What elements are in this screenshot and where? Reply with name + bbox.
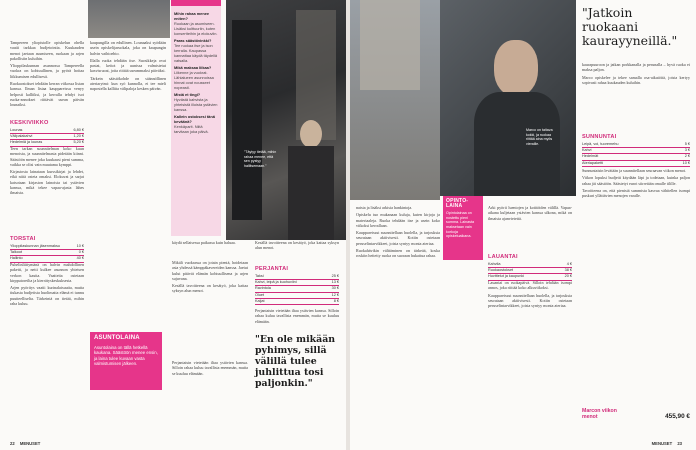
box-title: SUNNUNTAI [582,134,617,140]
expense-row: Hedelmiä ja lounas 5,20 € [10,140,84,146]
sidebar-answer: Liikenne ja vuokrat. Lähialueen asunnoissa hinnat ovat nousseet nopeasti. [174,70,214,90]
page-footer [10,441,40,446]
photo-shape [296,10,336,140]
left-column-4b [255,308,339,332]
expense-row: Taksi 25 € [255,274,339,280]
box-title: OPINTO-LAINA [446,198,469,209]
keskiviikko-box [10,120,84,147]
pull-quote: "Jatkoin ruokaani kaurayyneillä." [582,5,678,48]
paragraph: Tavoitteena on, että pienistä summista kasvaa vähitellen isompi puskuri yllättävien menojen varalle. [582,187,690,199]
photo-caption: Marco on taitava kokki, ja ruokaa riittää aina myös vieraille. [526,128,553,146]
magazine-name: MENUSET [19,441,41,446]
sidebar-question: Mistä et tingi? [174,92,201,97]
paragraph: kaupungilla on edullinen. Lounaaksi syödään usein opiskelijaruokala, joka on kaupungin halvin vaihtoehto. [90,40,166,56]
paragraph: Illalla ruoka tehdään itse. Suosikkeja ovat pastat, keitot ja uunissa valmistetut kasvisruoat, joita riittää useammaksi päiväksi. [90,57,166,74]
photo-shape [232,20,262,220]
sidebar-answer: Kenkäparit. Niitä tarvitaan joka päivä. [174,124,209,134]
paragraph: Perjantaisin vietetään iltaa ystävien kanssa. Silloin rahaa kuluu tavallista enemmän, mutta se kuuluu elämään. [255,308,339,324]
paragraph: Marco opiskelee ja tekee samalla osa-aikatöitä, joista kertyy sopivasti rahaa kuukauden kuluihin. [582,74,690,85]
viikon-menot-total [582,408,690,420]
torstai-box [10,236,84,263]
expense-row: Kahvi, leipä ja kuohuviini 13 € [255,280,339,286]
box-title: ASUNTOLAINA [94,335,140,341]
asuntolaina-box [90,332,162,390]
expense-row: Oluet 12 € [255,293,339,299]
expense-row: Leipä, voi, tuoremehu 5 € [582,142,690,148]
left-column-3c [172,360,248,435]
expense-row: Hedelmät 2 € [582,154,690,160]
paragraph: Perjantaisin vietetään iltaa ystävien kanssa. Silloin rahaa kuluu tavallista enemmän, mutta se kuuluu elämään. [172,360,248,376]
sidebar-answer: Tee ruokaa itse ja ison kerralla. Kaupassa kannattaa käydä täydellä vatsalla. [174,43,218,63]
paragraph: Kesällä tavoitteena on kesätyö, joka kattaa syksyn alun menot. [255,240,339,251]
expense-row: Kahvila 4 € [488,262,572,268]
left-column-3b [172,260,248,360]
paragraph: Teen tarkan suunnitelman koko kuun menoista, ja suunnitelmasta pidetään kiinni. Säästöön menee joka kuukausi pieni summa, vaikka se olisi vain muutama kymppi. [10,146,84,167]
paragraph: kaurapuuroon ja jatkan porkkanalla ja perunalla – hyvä ruoka ei maksa paljon. [582,62,690,73]
paragraph: Kesällä tavoitteena on kesätyö, joka kattaa syksyn alun menot. [172,283,248,294]
paragraph: naista ja lisäksi arkisia hankintoja. [356,205,413,210]
page-number: 22 [10,441,15,446]
left-column-1b [10,146,84,234]
expense-row: Välipalakahvi 1,20 € [10,134,84,140]
paragraph: Opiskelu tuo mukanaan kuluja, kuten kirjoja ja materiaaleja. Ruoka tehdään itse ja usein koko viikoksi kerrallaan. [356,212,440,228]
sidebar-question: Mihin rahaa menee eniten? [174,11,210,21]
qa-sidebar [171,0,221,236]
paragraph: Tampereen yliopistolle opiskelun ohella vaatii tarkkaa budjetointia. Kuukauden menot jaetaan asumiseen, ruokaan ja arjen pakollisiin kuluihin. [10,40,84,61]
sunnuntai-box [582,134,690,167]
expense-row: Ylioppilaskunnan jäsenmaksu 10 € [10,244,84,250]
photo-shape [360,0,420,90]
expense-row: Ravintola 30 € [255,286,339,292]
paragraph: Viikon lopuksi budjetti käydään läpi ja todetaan, kuinka paljon rahaa jäi säästöön. Säästetyt eurot siirretään omalle tilille. [582,175,690,186]
expense-row: Kaljat 8 € [255,299,339,305]
sidebar-question: Paras säästövinkki? [174,38,212,43]
total-label: Marcon viikon menot [582,408,617,420]
left-column-2 [90,40,166,260]
right-column-3 [582,62,690,132]
magazine-name: MENUSET [651,441,673,446]
expense-row: Ruokaostokset 38 € [488,268,572,274]
sidebar-question: Kallein ostoksesi tänä keväänä? [174,114,215,124]
page-footer [652,441,686,446]
paragraph: Kauppareissut suunnitellaan huolella, ja tarjouksia seurataan aktiivisesti. Kotiin ostetaan peruselintarvikkeet, joista syntyy monta ateriaa. [488,292,572,309]
box-text: Opintolainaa on nostettu pieni summa. Lainasta maksetaan vain korkoja opiskeluaikana. [446,211,475,239]
paragraph: Kauppareissut suunnitellaan huolella, ja tarjouksia seurataan aktiivisesti. Kotiin ostetaan peruselintarvikkeet, joista syntyy monta ateriaa. [356,230,440,246]
expense-row: Kahvi 3 € [582,148,690,154]
expense-row: Ateriapaketti 10 € [582,161,690,167]
right-column-2b [488,280,572,435]
photo-person-head [300,120,322,148]
box-title: LAUANTAI [488,254,518,260]
page-number: 23 [677,441,682,446]
paragraph: Puhelinliittymänä on halvin mahdollinen paketti, ja netti kulkee asunnon yhteisen verkon kautta. Vaatteita ostetaan kirpputoreilta ja kierrätyskeskuksesta. [10,262,84,283]
expense-row: Hallinto 40 € [10,256,84,262]
paragraph: käydä sellaisessa paikassa kuin haluaa. [172,240,236,245]
photo-portrait [440,0,576,196]
box-text: Asuntolaina on tällä hetkellä kaukana. Säästöön menee ensin, ja laina tulee kuvaan vasta valmistumisen jälkeen. [94,344,158,366]
right-column-1 [356,205,440,435]
photo-person-head [494,40,538,96]
pull-quote: "En ole mikään pyhimys, sillä välillä tulee juhlittua tosi paljonkin." [255,334,336,389]
paragraph: Arjen pyöritys vaatii kurinalaisuutta, mutta tiukasta budjetista huolimatta elämä ei tunnu puutteelliselta. Tärkeintä on tietää, mihin raha kuluu. [10,285,84,307]
photo-top-right [350,0,440,200]
paragraph: Ylioppilaskunnan asunnossa Tampereella vuokra on kohtuullinen, ja pyörä hoitaa liikkumisen edullisesti. [10,63,84,79]
sidebar-question: Mikä maksaa liikaa? [174,65,212,70]
paragraph: Ruokaostokset tehdään kerran viikossa listan kanssa. Ilman listaa kauppareissu venyy helposti kalliiksi, ja kerralla tehdyt isot ruoka-annokset riittävät usean päivän lounaiksi. [10,81,84,108]
right-column-3b [582,168,690,404]
paragraph: Lauantai on ruokapäivä. Silloin tehdään isompi annos, joka riittää koko alkuviikoksi. [488,280,572,291]
paragraph: Sunnuntaisin levätään ja suunnitellaan seuraavan viikon menot. [582,168,687,173]
opintolaina-box [443,196,483,260]
paragraph: Kirjastosta lainataan kurssikirjat ja lehdet, eikä niitä osteta omaksi. Elokuvat ja sarjat katsotaan kirjaston lainoista tai ystävien kanssa, mikä tekee vapaa-ajasta lähes ilmaista. [10,169,84,196]
left-page [0,0,346,450]
expense-row: Huvittelut ja kaupunki 20 € [488,274,572,280]
left-column-1c [10,262,84,432]
paragraph: Ruokahävikin välttäminen on tärkeää, koska roskiin heitetty ruoka on suoraan hukattua rahaa. [356,248,440,259]
photo-main-left [226,0,346,240]
left-column-3a [172,240,248,262]
lauantai-box [488,254,572,281]
box-title: PERJANTAI [255,266,289,272]
photo-top-left [88,0,170,38]
perjantai-box [255,266,339,305]
paragraph: Arki pyörii luentojen ja kotitöiden välillä. Vapaa-aikana kuljetaan ystävien kanssa ulkona, mikä on ilmaista ajanvietettä. [488,205,572,221]
sidebar-answer: Ruokaan ja asumiseen. Lisäksi kulttuuriin, kuten konsertteihin ja elokuviin. [174,21,218,36]
box-title: KESKIVIIKKO [10,120,49,126]
sidebar-answer: Hyvästä kahvista ja yhteisistä illoista ystävien kanssa. [174,97,218,112]
box-title: TORSTAI [10,236,36,242]
expense-row: Talkoot 0 € [10,250,84,256]
paragraph: Tärkein säästökohde on säännöllinen ateriarytmi: kun syö kunnolla, ei tee mieli napostella kalliita välipaloja kesken päivän. [90,75,166,92]
photo-person-body [288,146,334,240]
right-page [350,0,696,450]
photo-caption: "Täytyy tietää, mihin rahaa menee, että sen pystyy hallitsemaan." [244,150,277,168]
paragraph: Mikäli vuokrassa on jotain pientä, hoidetaan asia yhdessä kämppäkavereiden kanssa. Jaetut kulut pitävät elämän kohtuullisena ja arjen sujuvana. [172,260,248,281]
total-value: 455,90 € [665,413,690,420]
expense-row: Lounas 6,80 € [10,128,84,134]
